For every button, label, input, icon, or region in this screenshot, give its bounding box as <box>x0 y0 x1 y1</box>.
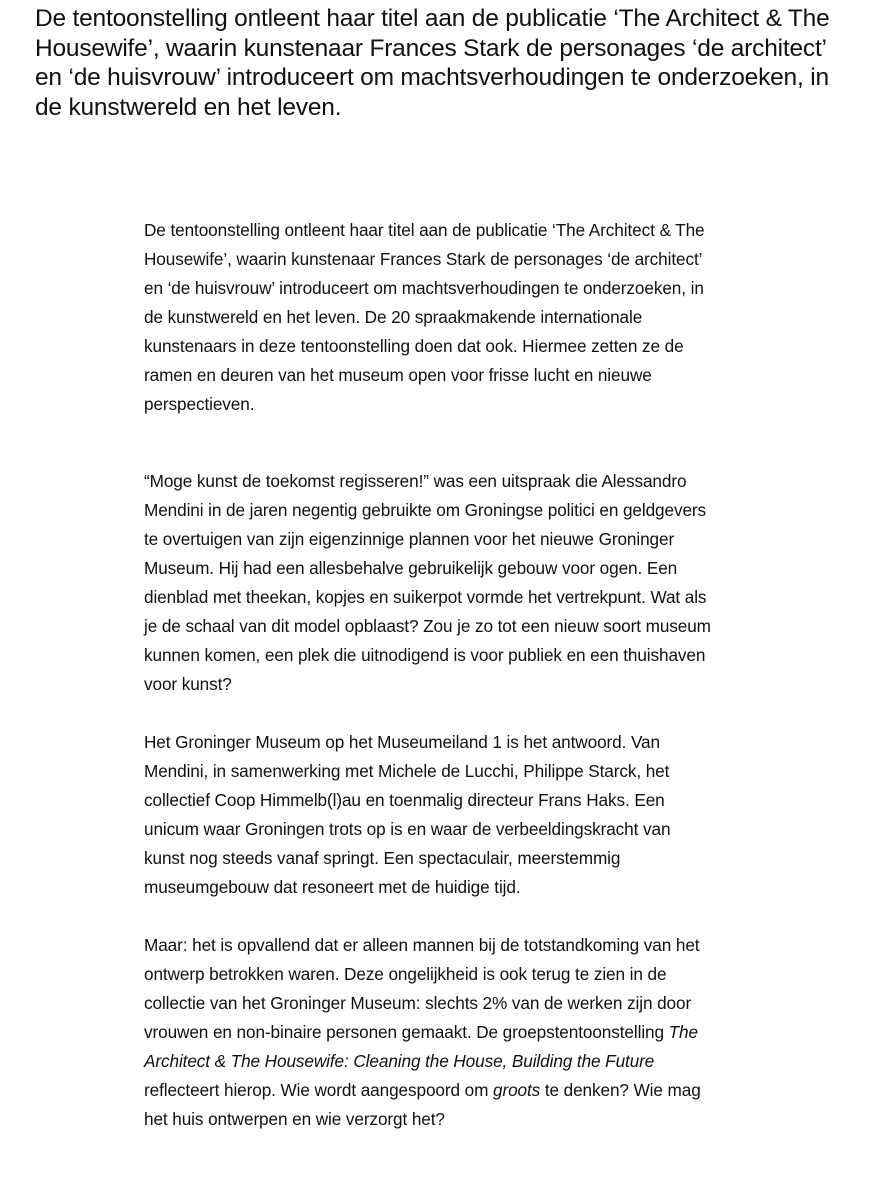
paragraph-inequality <box>144 931 714 1134</box>
paragraph-inequality-part1: Maar: het is opvallend dat er alleen mannen bij de totstandkoming van het ontwerp betrokken waren. Deze ongelijkheid is ook terug te zien in de collectie van het Groninger Museum: slechts 2% van de werken zijn door vrouwen en non-binaire personen gemaakt. De groepstentoonstelling <box>144 935 700 1042</box>
intro-lead: De tentoonstelling ontleent haar titel aan de publicatie ‘The Architect & The Housewife’, waarin kunstenaar Frances Stark de personages ‘de architect’ en ‘de huisvrouw’ introduceert om machtsverhoudingen te onderzoeken, in de kunstwereld en het leven. <box>35 5 830 121</box>
paragraph-inequality-part3: te denken? Wie mag het huis ontwerpen en wie verzorgt het? <box>144 1080 701 1129</box>
paragraph-museum: Het Groninger Museum op het Museumeiland 1 is het antwoord. Van Mendini, in samenwerking met Michele de Lucchi, Philippe Starck, het collectief Coop Himmelb(l)au en toenmalig directeur Frans Haks. Een unicum waar Groningen trots op is en waar de verbeeldingskracht van kunst nog steeds vanaf springt. Een spectaculair, meerstemmig museumgebouw dat resoneert met de huidige tijd. <box>144 732 671 897</box>
paragraph-intro: De tentoonstelling ontleent haar titel aan de publicatie ‘The Architect & The Housewife’, waarin kunstenaar Frances Stark de personages ‘de architect’ en ‘de huisvrouw’ introduceert om machtsverhoudingen te onderzoeken, in de kunstwereld en het leven. De 20 spraakmakende internationale kunstenaars in deze tentoonstelling doen dat ook. Hiermee zetten ze de ramen en deuren van het museum open voor frisse lucht en nieuwe perspectieven. <box>144 220 705 414</box>
emphasis-groots: groots <box>492 1080 541 1100</box>
paragraph-inequality-part2: reflecteert hierop. Wie wordt aangespoord om <box>144 1080 493 1100</box>
article-body <box>144 216 714 1134</box>
exhibition-title: The Architect & The Housewife: Cleaning the House, Building the Future <box>144 1022 698 1071</box>
paragraph-mendini: “Moge kunst de toekomst regisseren!” was een uitspraak die Alessandro Mendini in de jaren negentig gebruikte om Groningse politici en geldgevers te overtuigen van zijn eigenzinnige plannen voor het nieuwe Groninger Museum. Hij had een allesbehalve gebruikelijk gebouw voor ogen. Een dienblad met theekan, kopjes en suikerpot vormde het vertrekpunt. Wat als je de schaal van dit model opblaast? Zou je zo tot een nieuw soort museum kunnen komen, een plek die uitnodigend is voor publiek en een thuishaven voor kunst? <box>144 471 711 694</box>
